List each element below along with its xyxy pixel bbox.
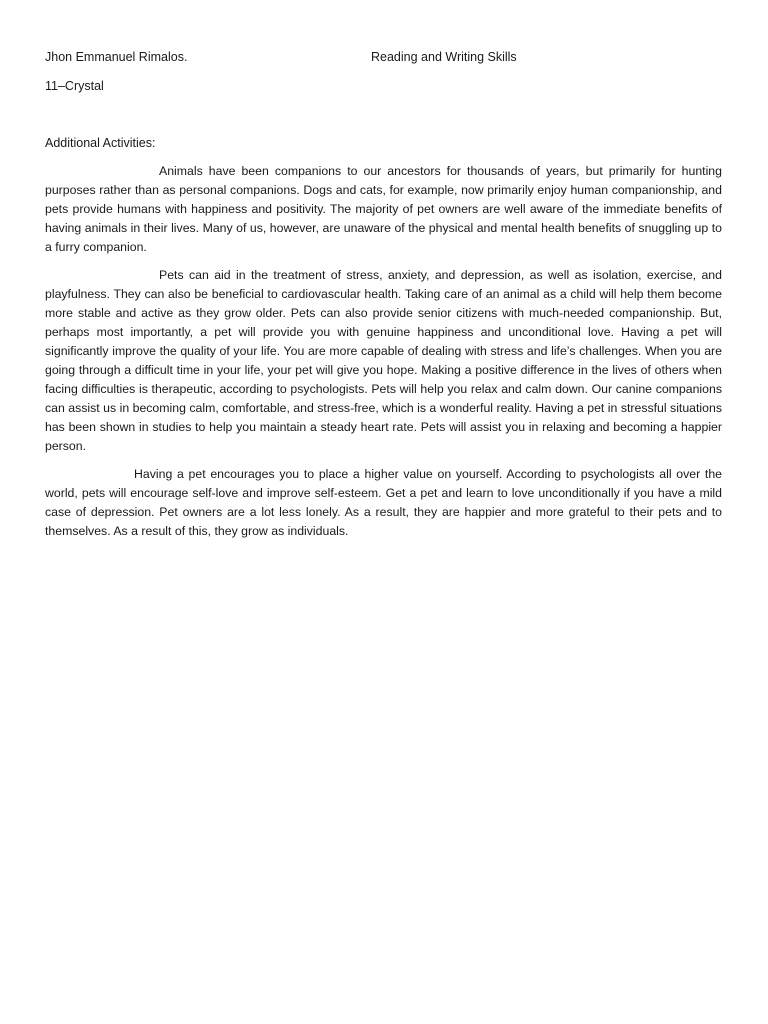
paragraph-2: Pets can aid in the treatment of stress, anxiety, and depression, as well as isolation, exercise, and playfulness. They can also be beneficial to cardiovascular health. Taking care of an animal as a child will help them become more stable and active as they grow older. Pets can also provide senior citizens with much-needed companionship. But, perhaps most importantly, a pet will provide you with genuine happiness and unconditional love. Having a pet will significantly improve the quality of your life. You are more capable of dealing with stress and life’s challenges. When you are going through a difficult time in your life, your pet will give you hope. Making a positive difference in the lives of others when facing difficulties is therapeutic, according to psychologists. Pets will help you relax and calm down. Our canine companions can assist us in becoming calm, comfortable, and stress-free, which is a wonderful reality. Having a pet in stressful situations has been shown in studies to help you maintain a steady heart rate. Pets will assist you in relaxing and becoming a happier person.	[45, 268, 722, 453]
class-section: 11–Crystal	[45, 79, 104, 93]
subject-title: Reading and Writing Skills	[371, 50, 517, 64]
paragraph-1: Animals have been companions to our ancestors for thousands of years, but primarily for hunting purposes rather than as personal companions. Dogs and cats, for example, now primarily enjoy human companionship, and pets provide humans with happiness and positivity. The majority of pet owners are well aware of the immediate benefits of having animals in their lives. Many of us, however, are unaware of the physical and mental health benefits of snuggling up to a furry companion.	[45, 164, 722, 254]
author-name: Jhon Emmanuel Rimalos.	[45, 50, 188, 64]
paragraph-3: Having a pet encourages you to place a higher value on yourself. According to psychologists all over the world, pets will encourage self-love and improve self-esteem. Get a pet and learn to love unconditionally if you have a mild case of depression. Pet owners are a lot less lonely. As a result, they are happier and more grateful to their pets and to themselves. As a result of this, they grow as individuals.	[45, 467, 722, 538]
essay-body	[45, 162, 722, 550]
activities-heading: Additional Activities:	[45, 136, 156, 150]
document-header	[45, 48, 723, 66]
